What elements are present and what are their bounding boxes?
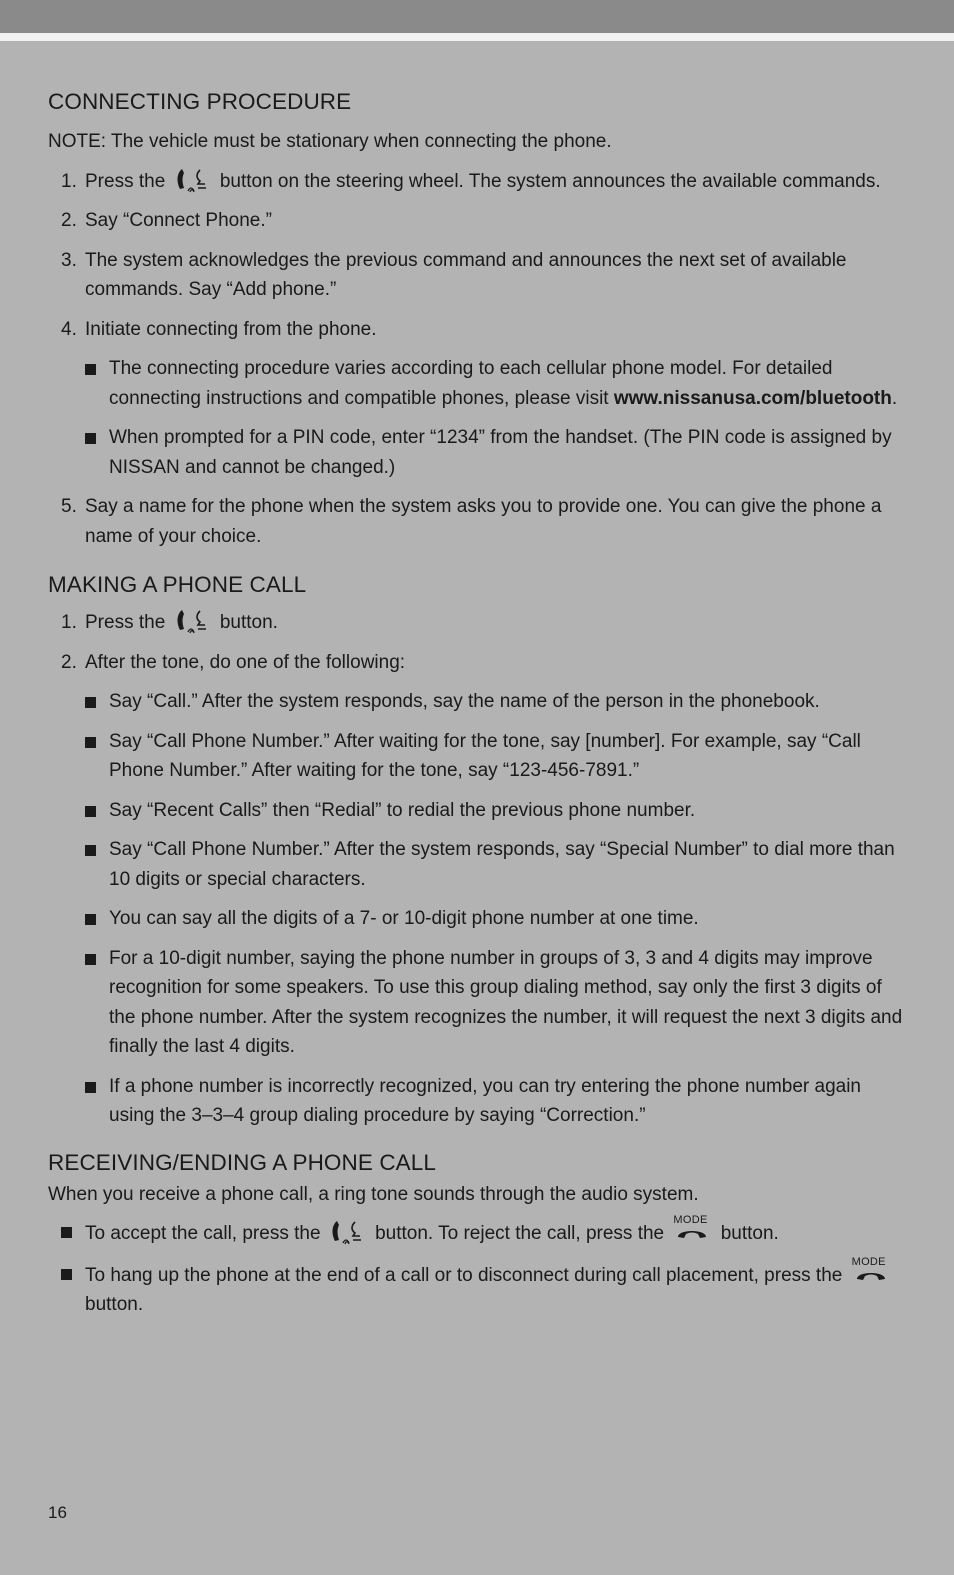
making-steps	[48, 608, 908, 1131]
mode-hangup-icon: MODE	[672, 1217, 712, 1241]
mode-hangup-icon: MODE	[851, 1259, 891, 1283]
phone-voice-icon	[174, 167, 212, 193]
list-item: You can say all the digits of a 7- or 10-digit phone number at one time.	[85, 904, 908, 934]
list-item: If a phone number is incorrectly recognized, you can try entering the phone number again using the 3–3–4 group dialing procedure by saying “Correction.”	[85, 1072, 908, 1131]
heading-making-a-phone-call: MAKING A PHONE CALL	[48, 572, 307, 597]
top-header-bar	[0, 0, 954, 33]
bluetooth-url-link[interactable]: www.nissanusa.com/bluetooth	[613, 387, 892, 409]
connecting-step-4-bullets	[85, 354, 908, 482]
heading-receiving-ending-call: RECEIVING/ENDING A PHONE CALL	[48, 1149, 437, 1175]
making-step-2: 2. After the tone, do one of the following: Say “Call.” After the system responds, say the name of the person in the phonebook. Say “Call Phone Number.” After waiting for the tone, say [number]. For example, say “Call Phone Number.” After waiting for the tone, say “123-456-7891.” Say “Recent Calls” then “Redial” to redial the previous phone number. Say “Call Phone Number.” After the system responds, say “Special Number” to dial more than 10 digits or special characters. You can say all the digits of a 7- or 10-digit phone number at one time. For a 10-digit number, saying the phone number in groups of 3, 3 and 4 digits may improve recognition for some speakers. To use this group dialing method, say only the first 3 digits of the phone number. After the system recognizes the number, it will request the next 3 digits and finally the last 4 digits. If a phone number is incorrectly recognized, you can try entering the phone number again using the 3–3–4 group dialing procedure by saying “Correction.”	[48, 648, 908, 1131]
receiving-intro: When you receive a phone call, a ring tone sounds through the audio system.	[48, 1183, 699, 1205]
connecting-step-1: 1. Press the button on the steering wheel. The system announces the available commands.	[48, 167, 908, 197]
list-item: Say “Call.” After the system responds, say the name of the person in the phonebook.	[85, 687, 908, 717]
section-making-a-phone-call	[48, 571, 908, 1131]
phone-voice-icon	[174, 608, 212, 634]
heading-connecting-procedure: CONNECTING PROCEDURE	[48, 89, 352, 114]
document-body	[48, 88, 908, 1330]
list-item: Say “Call Phone Number.” After the system responds, say “Special Number” to dial more than 10 digits or special characters.	[85, 835, 908, 894]
making-step-2-bullets	[85, 687, 908, 1131]
list-item: When prompted for a PIN code, enter “1234” from the handset. (The PIN code is assigned by NISSAN and cannot be changed.)	[85, 423, 908, 482]
connecting-step-4: 4. Initiate connecting from the phone. The connecting procedure varies according to each cellular phone model. For detailed connecting instructions and compatible phones, please visit www.nissanusa.com/bluetooth. When prompted for a PIN code, enter “1234” from the handset. (The PIN code is assigned by NISSAN and cannot be changed.)	[48, 315, 908, 483]
section-receiving-ending-call	[48, 1149, 908, 1320]
list-item: Say “Call Phone Number.” After waiting for the tone, say [number]. For example, say “Call Phone Number.” After waiting for the tone, say “123-456-7891.”	[85, 727, 908, 786]
list-item: Say “Recent Calls” then “Redial” to redial the previous phone number.	[85, 796, 908, 826]
list-item: The connecting procedure varies according to each cellular phone model. For detailed connecting instructions and compatible phones, please visit www.nissanusa.com/bluetooth.	[85, 354, 908, 413]
phone-voice-icon	[329, 1219, 367, 1245]
receiving-bullets	[48, 1214, 908, 1320]
list-item: To accept the call, press the button. To reject the call, press the MODE button.	[48, 1217, 908, 1249]
making-step-1: 1. Press the button.	[48, 608, 908, 638]
header-divider	[0, 33, 954, 41]
page-number: 16	[48, 1503, 67, 1522]
section-connecting-procedure	[48, 88, 908, 551]
list-item: To hang up the phone at the end of a call or to disconnect during call placement, press the MODE button.	[48, 1259, 908, 1320]
connecting-step-2: 2. Say “Connect Phone.”	[61, 210, 272, 231]
connecting-step-5: 5. Say a name for the phone when the system asks you to provide one. You can give the phone a name of your choice.	[61, 496, 882, 547]
note-stationary: NOTE: The vehicle must be stationary when connecting the phone.	[48, 131, 612, 152]
connecting-step-3: 3. The system acknowledges the previous command and announces the next set of available commands. Say “Add phone.”	[61, 249, 847, 300]
connecting-steps	[48, 167, 908, 552]
list-item: For a 10-digit number, saying the phone number in groups of 3, 3 and 4 digits may improve recognition for some speakers. To use this group dialing method, say only the first 3 digits of the phone number. After the system recognizes the number, it will request the next 3 digits and finally the last 4 digits.	[85, 944, 908, 1062]
